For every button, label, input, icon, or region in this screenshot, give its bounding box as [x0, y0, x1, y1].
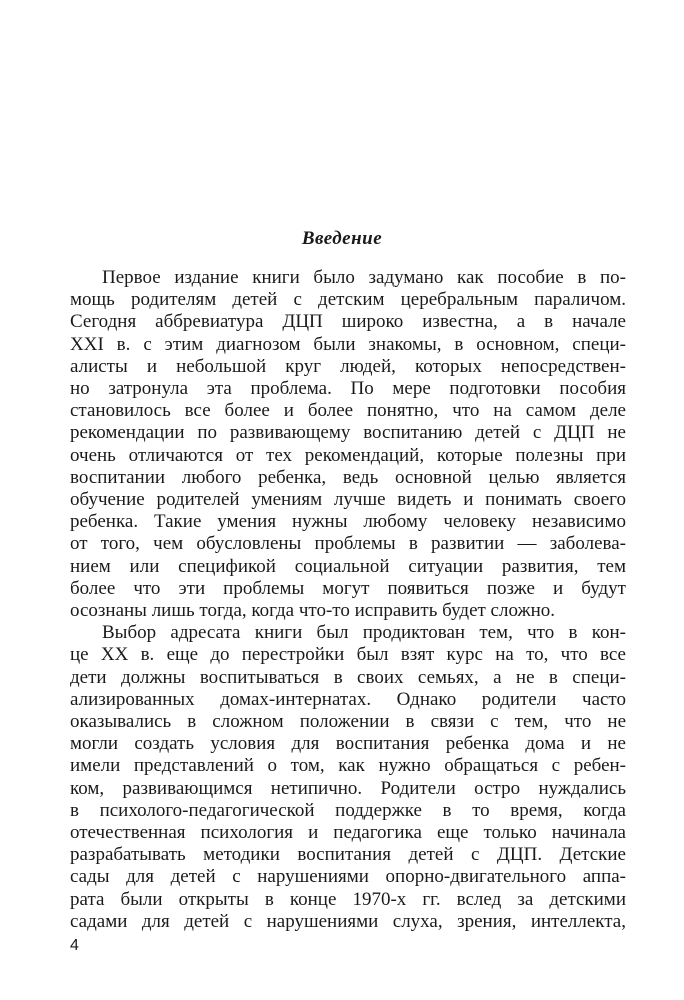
- text-line: XXI в. с этим диагнозом были знакомы, в основном, специ-: [70, 333, 626, 355]
- text-line: от того, чем обусловлены проблемы в развитии — заболева-: [70, 533, 626, 555]
- text-line: осознаны лишь тогда, когда что-то исправить будет сложно.: [70, 600, 556, 622]
- text-line: разрабатывать методики воспитания детей с ДЦП. Детские: [70, 844, 626, 866]
- text-line: ализированных домах-интернатах. Однако родители часто: [70, 688, 626, 710]
- text-line: алисты и небольшой круг людей, которых непосредствен-: [70, 355, 626, 377]
- text-line: сады для детей с нарушениями опорно-двигательного аппа-: [70, 866, 626, 888]
- body-text: [70, 267, 626, 933]
- page-number: 4: [70, 937, 79, 954]
- text-line: це XX в. еще до перестройки был взят курс на то, что все: [70, 644, 626, 666]
- text-line: ком, развивающимся нетипично. Родители остро нуждались: [70, 777, 626, 799]
- text-line: садами для детей с нарушениями слуха, зрения, интеллекта,: [70, 910, 626, 932]
- text-line: могли создать условия для воспитания ребенка дома и не: [70, 733, 626, 755]
- text-line: рекомендации по развивающему воспитанию детей с ДЦП не: [70, 422, 626, 444]
- text-line: ребенка. Такие умения нужны любому человеку независимо: [70, 511, 626, 533]
- text-line: нием или спецификой социальной ситуации развития, тем: [70, 555, 626, 577]
- text-line: имели представлений о том, как нужно обращаться с ребен-: [70, 755, 626, 777]
- text-line: Сегодня аббревиатура ДЦП широко известна, а в начале: [70, 311, 626, 333]
- text-line: обучение родителей умениям лучше видеть и понимать своего: [70, 489, 626, 511]
- text-line: очень отличаются от тех рекомендаций, которые полезны при: [70, 444, 626, 466]
- text-line: оказывались в сложном положении в связи с тем, что не: [70, 711, 626, 733]
- text-line: в психолого-педагогической поддержке в то время, когда: [70, 799, 626, 821]
- text-line: отечественная психология и педагогика еще только начинала: [70, 822, 626, 844]
- text-line: дети должны воспитываться в своих семьях, а не в специ-: [70, 666, 626, 688]
- text-line: но затронула эта проблема. По мере подготовки пособия: [70, 378, 626, 400]
- text-line: воспитании любого ребенка, ведь основной целью является: [70, 466, 626, 488]
- text-line: мощь родителям детей с детским церебральным параличом.: [70, 289, 626, 311]
- text-line: Выбор адресата книги был продиктован тем, что в кон-: [102, 622, 626, 644]
- text-line: рата были открыты в конце 1970-х гг. вслед за детскими: [70, 888, 626, 910]
- text-line: более что эти проблемы могут появиться позже и будут: [70, 577, 626, 599]
- text-line: Первое издание книги было задумано как пособие в по-: [102, 267, 626, 288]
- text-line: становилось все более и более понятно, что на самом деле: [70, 400, 626, 422]
- chapter-heading: Введение: [301, 228, 383, 249]
